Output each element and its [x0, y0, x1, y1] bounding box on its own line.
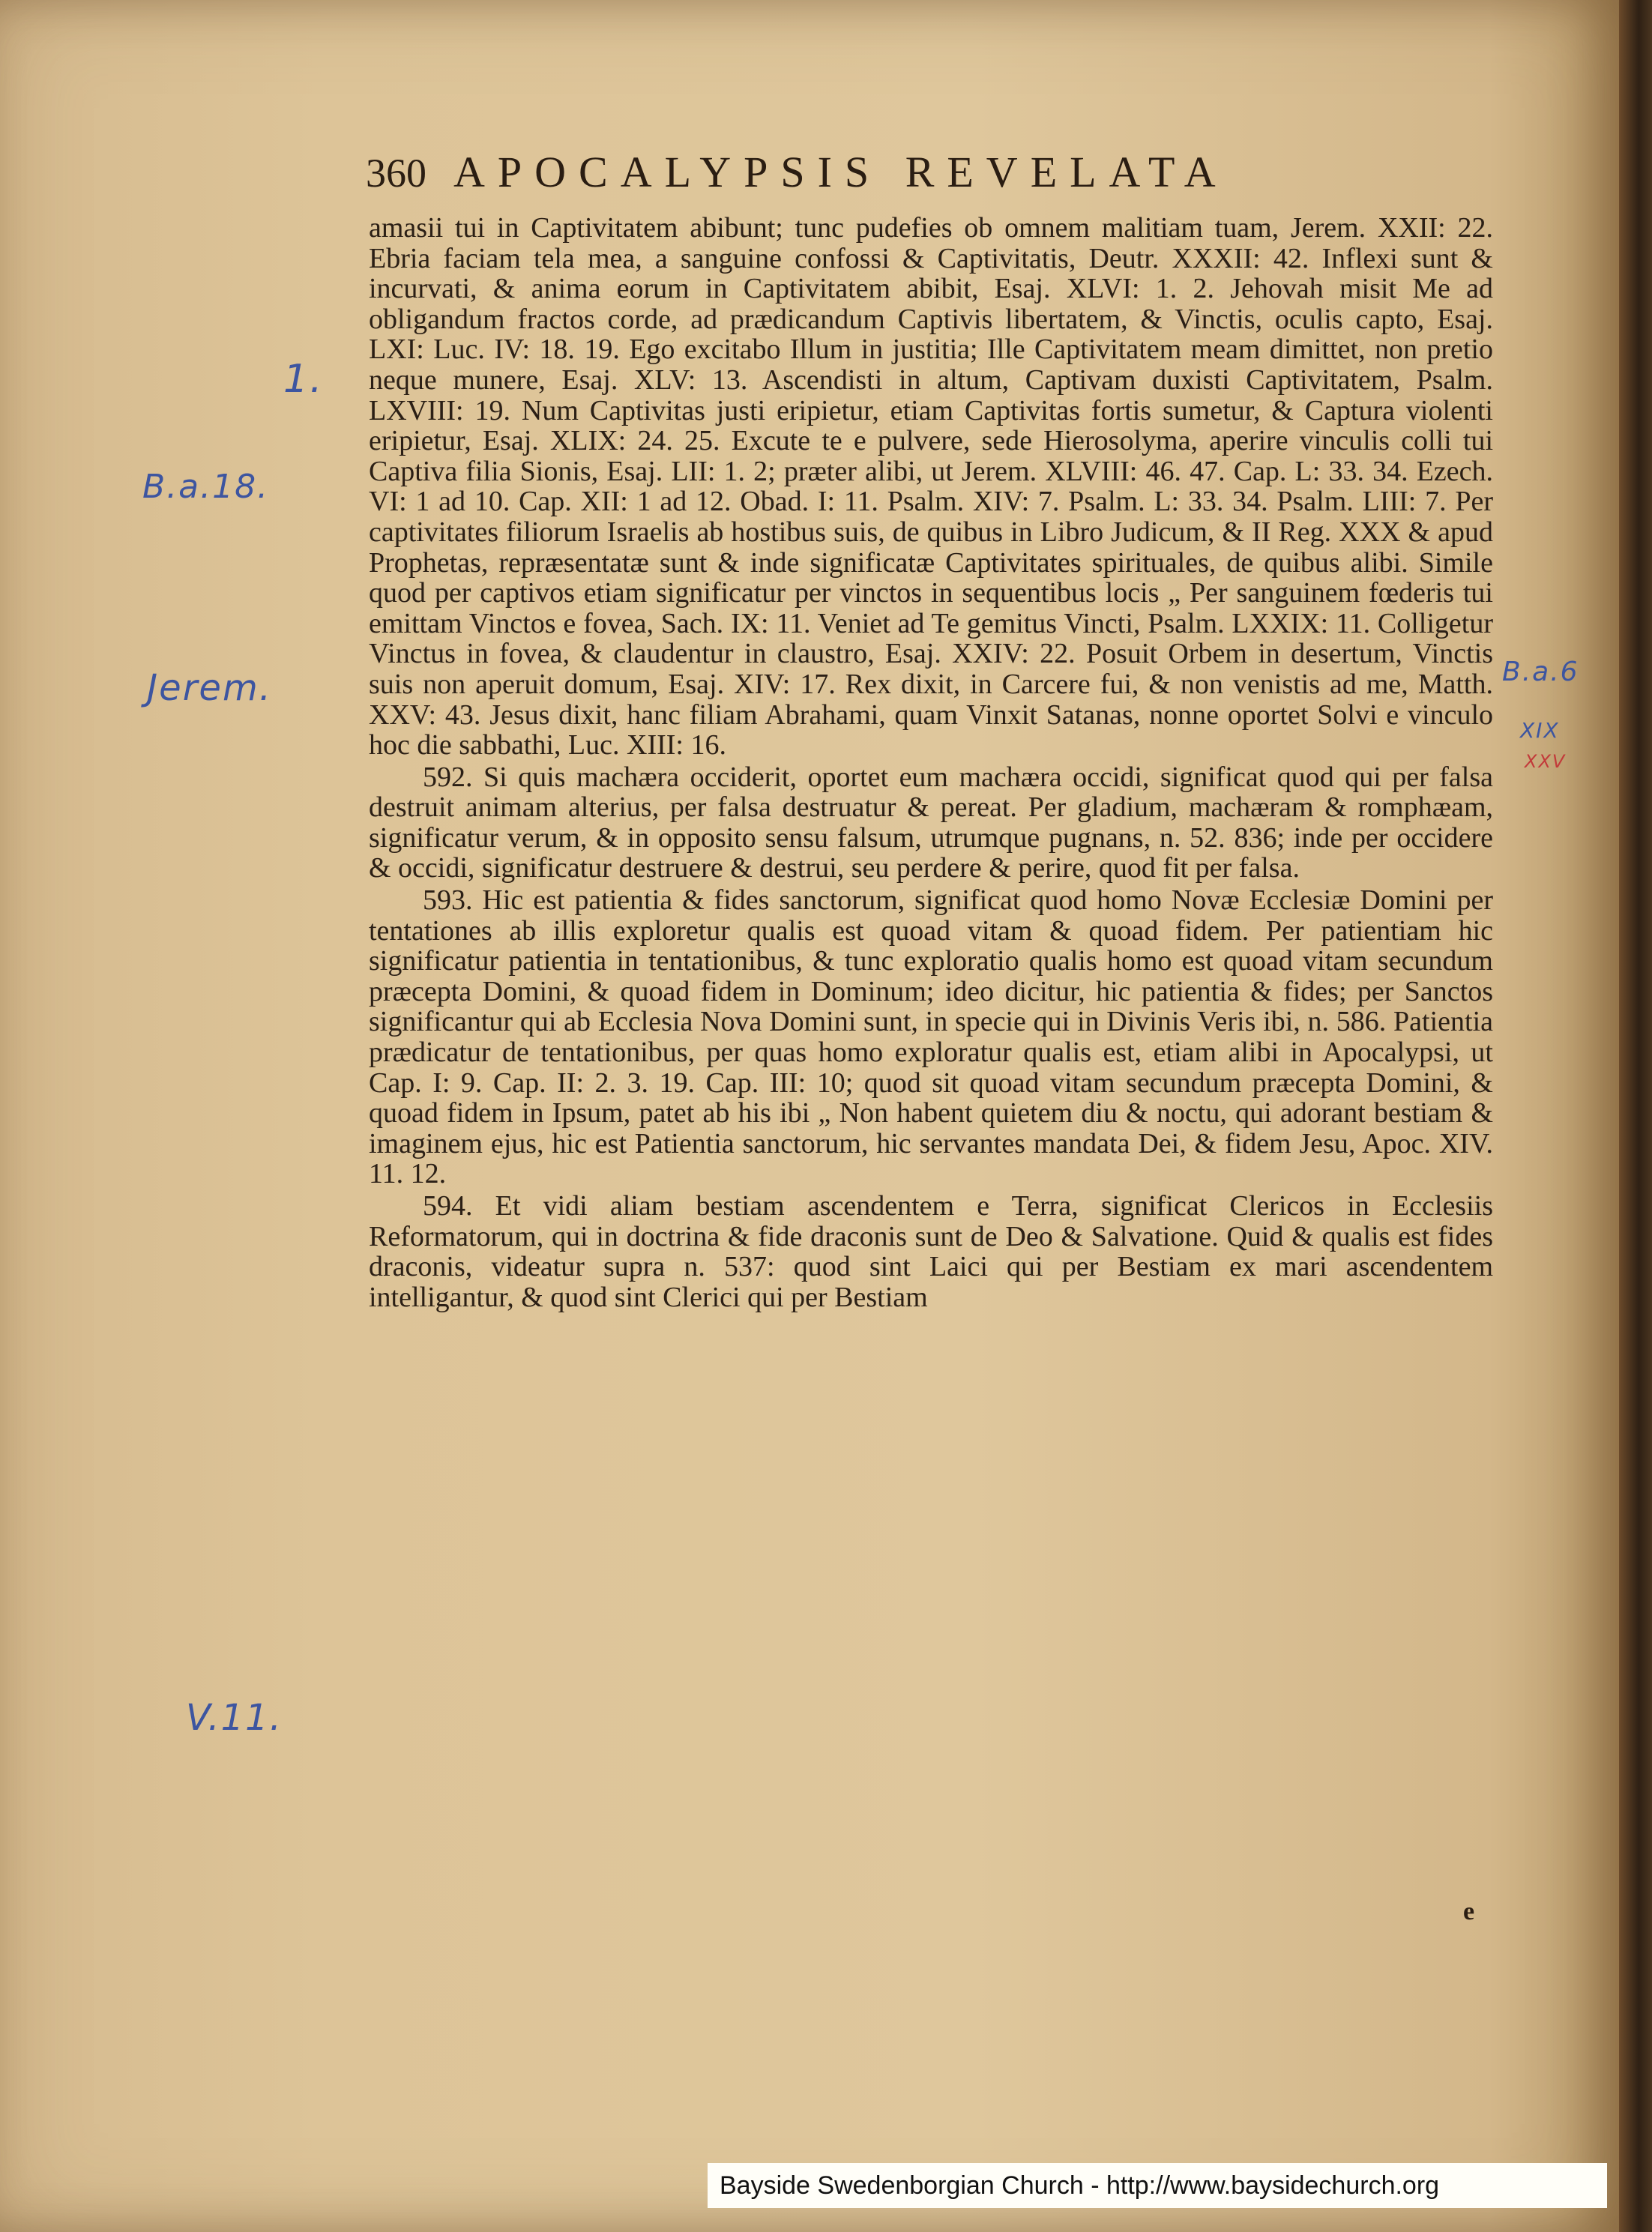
- margin-note-xxv: XXV: [1525, 751, 1567, 772]
- margin-note-xix: XIX: [1520, 718, 1560, 743]
- page-edge: [1619, 0, 1652, 2232]
- footer-credit: Bayside Swedenborgian Church - http://www.baysidechurch.org: [708, 2163, 1607, 2208]
- page-number: 360: [366, 151, 426, 196]
- paragraph-592: 592. Si quis machæra occiderit, oportet eum machæra occidi, significat quod qui per falsa destruit animam alterius, per falsa destruatur & pereat. Per gladium, machæram & romphæam, significatur verum, & in opposito sensu falsum, utrumque pugnans, n. 52. 836; inde per occidere & occidi, significatur destruere & destrui, seu perdere & perire, quod fit per falsa.: [369, 761, 1493, 884]
- running-title: APOCALYPSIS REVELATA: [453, 148, 1229, 196]
- margin-note-jerem: Jerem.: [147, 667, 272, 709]
- paragraph-continued: amasii tui in Captivitatem abibunt; tunc pudefies ob omnem malitiam tuam, Jerem. XXII: 22. Ebria faciam tela mea, a sanguine confossi & Captivitatis, Deutr. XXXII: 42. Inflexi sunt & incurvati, & anima eorum in Captivitatem abibit, Esaj. XLVI: 1. 2. Jehovah misit Me ad obligandum fractos corde, ad prædicandum Captivis libertatem, & Vinctis, oculis capto, Esaj. LXI: Luc. IV: 18. 19. Ego excitabo Illum in justitia; Ille Captivitatem meam dimittet, non pretio neque munere, Esaj. XLV: 13. Ascendisti in altum, Captivam duxisti Captivitatem, Psalm. LXVIII: 19. Num Captivitas justi eripietur, etiam Captivitas fortis sumetur, & Captura violenti eripietur, Esaj. XLIX: 24. 25. Excute te e pulvere, sede Hierosolyma, aperire vinculis colli tui Captiva filia Sionis, Esaj. LII: 1. 2; præter alibi, ut Jerem. XLVIII: 46. 47. Cap. L: 33. 34. Ezech. VI: 1 ad 10. Cap. XII: 1 ad 12. Obad. I: 11. Psalm. XIV: 7. Psalm. L: 33. 34. Psalm. LIII: 7. Per captivitates filiorum Israelis ab hostibus suis, de quibus in Libro Judicum, & II Reg. XXX & apud Prophetas, repræsentatæ sunt & inde significatæ Captivitates spirituales, de quibus alibi. Simile quod per captivos etiam significatur per vinctos in sequentibus locis „ Per sanguinem fœderis tui emittam Vinctos e fovea, Sach. IX: 11. Veniet ad Te gemitus Vincti, Psalm. LXXIX: 11. Colligetur Vinctus in fovea, & claudentur in claustro, Esaj. XXIV: 22. Posuit Orbem in desertum, Vinctis suis non aperuit domum, Esaj. XIV: 17. Rex dixit, in Carcere fui, & non venistis ad me, Matth. XXV: 43. Jesus dixit, hanc filiam Abrahami, quam Vinxit Satanas, nonne oportet Solvi e vinculo hoc die sabbathi, Luc. XIII: 16.: [369, 212, 1493, 761]
- margin-note-ba6: B.a.6: [1502, 657, 1579, 687]
- margin-note-1: 1.: [283, 357, 324, 402]
- margin-note-ba18: B.a.18.: [142, 468, 270, 506]
- body-text: [369, 213, 1493, 1312]
- page-header: [366, 147, 1430, 199]
- catchword: e: [1463, 1898, 1475, 1925]
- margin-note-v11: V.11.: [186, 1697, 283, 1739]
- paragraph-593: 593. Hic est patientia & fides sanctorum, significat quod homo Novæ Ecclesiæ Domini per tentationes ab illis exploretur qualis est quoad vitam & quoad fidem. Per patientiam hic significatur patientia in tentationibus, & tunc exploratio qualis homo est quoad vitam secundum præcepta Domini, & quoad fidem in Dominum; ideo dicitur, hic patientia & fides; per Sanctos significantur qui ab Ecclesia Nova Domini sunt, in specie qui in Divinis Veris ibi, n. 586. Patientia prædicatur de tentationibus, per quas homo exploratur qualis est, etiam alibi in Apocalypsi, ut Cap. I: 9. Cap. II: 2. 3. 19. Cap. III: 10; quod sit quoad vitam secundum præcepta Domini, & quoad fidem in Ipsum, patet ab his ibi „ Non habent quietem diu & noctu, qui adorant bestiam & imaginem ejus, hic est Patientia sanctorum, hic servantes mandata Dei, & fidem Jesu, Apoc. XIV. 11. 12.: [369, 884, 1493, 1190]
- paragraph-594: 594. Et vidi aliam bestiam ascendentem e Terra, significat Clericos in Ecclesiis Reformatorum, qui in doctrina & fide draconis sunt de Deo & Salvatione. Quid & qualis est fides draconis, videatur supra n. 537: quod sint Laici qui per Bestiam ex mari ascendentem intelligantur, & quod sint Clerici qui per Bestiam: [369, 1190, 1493, 1313]
